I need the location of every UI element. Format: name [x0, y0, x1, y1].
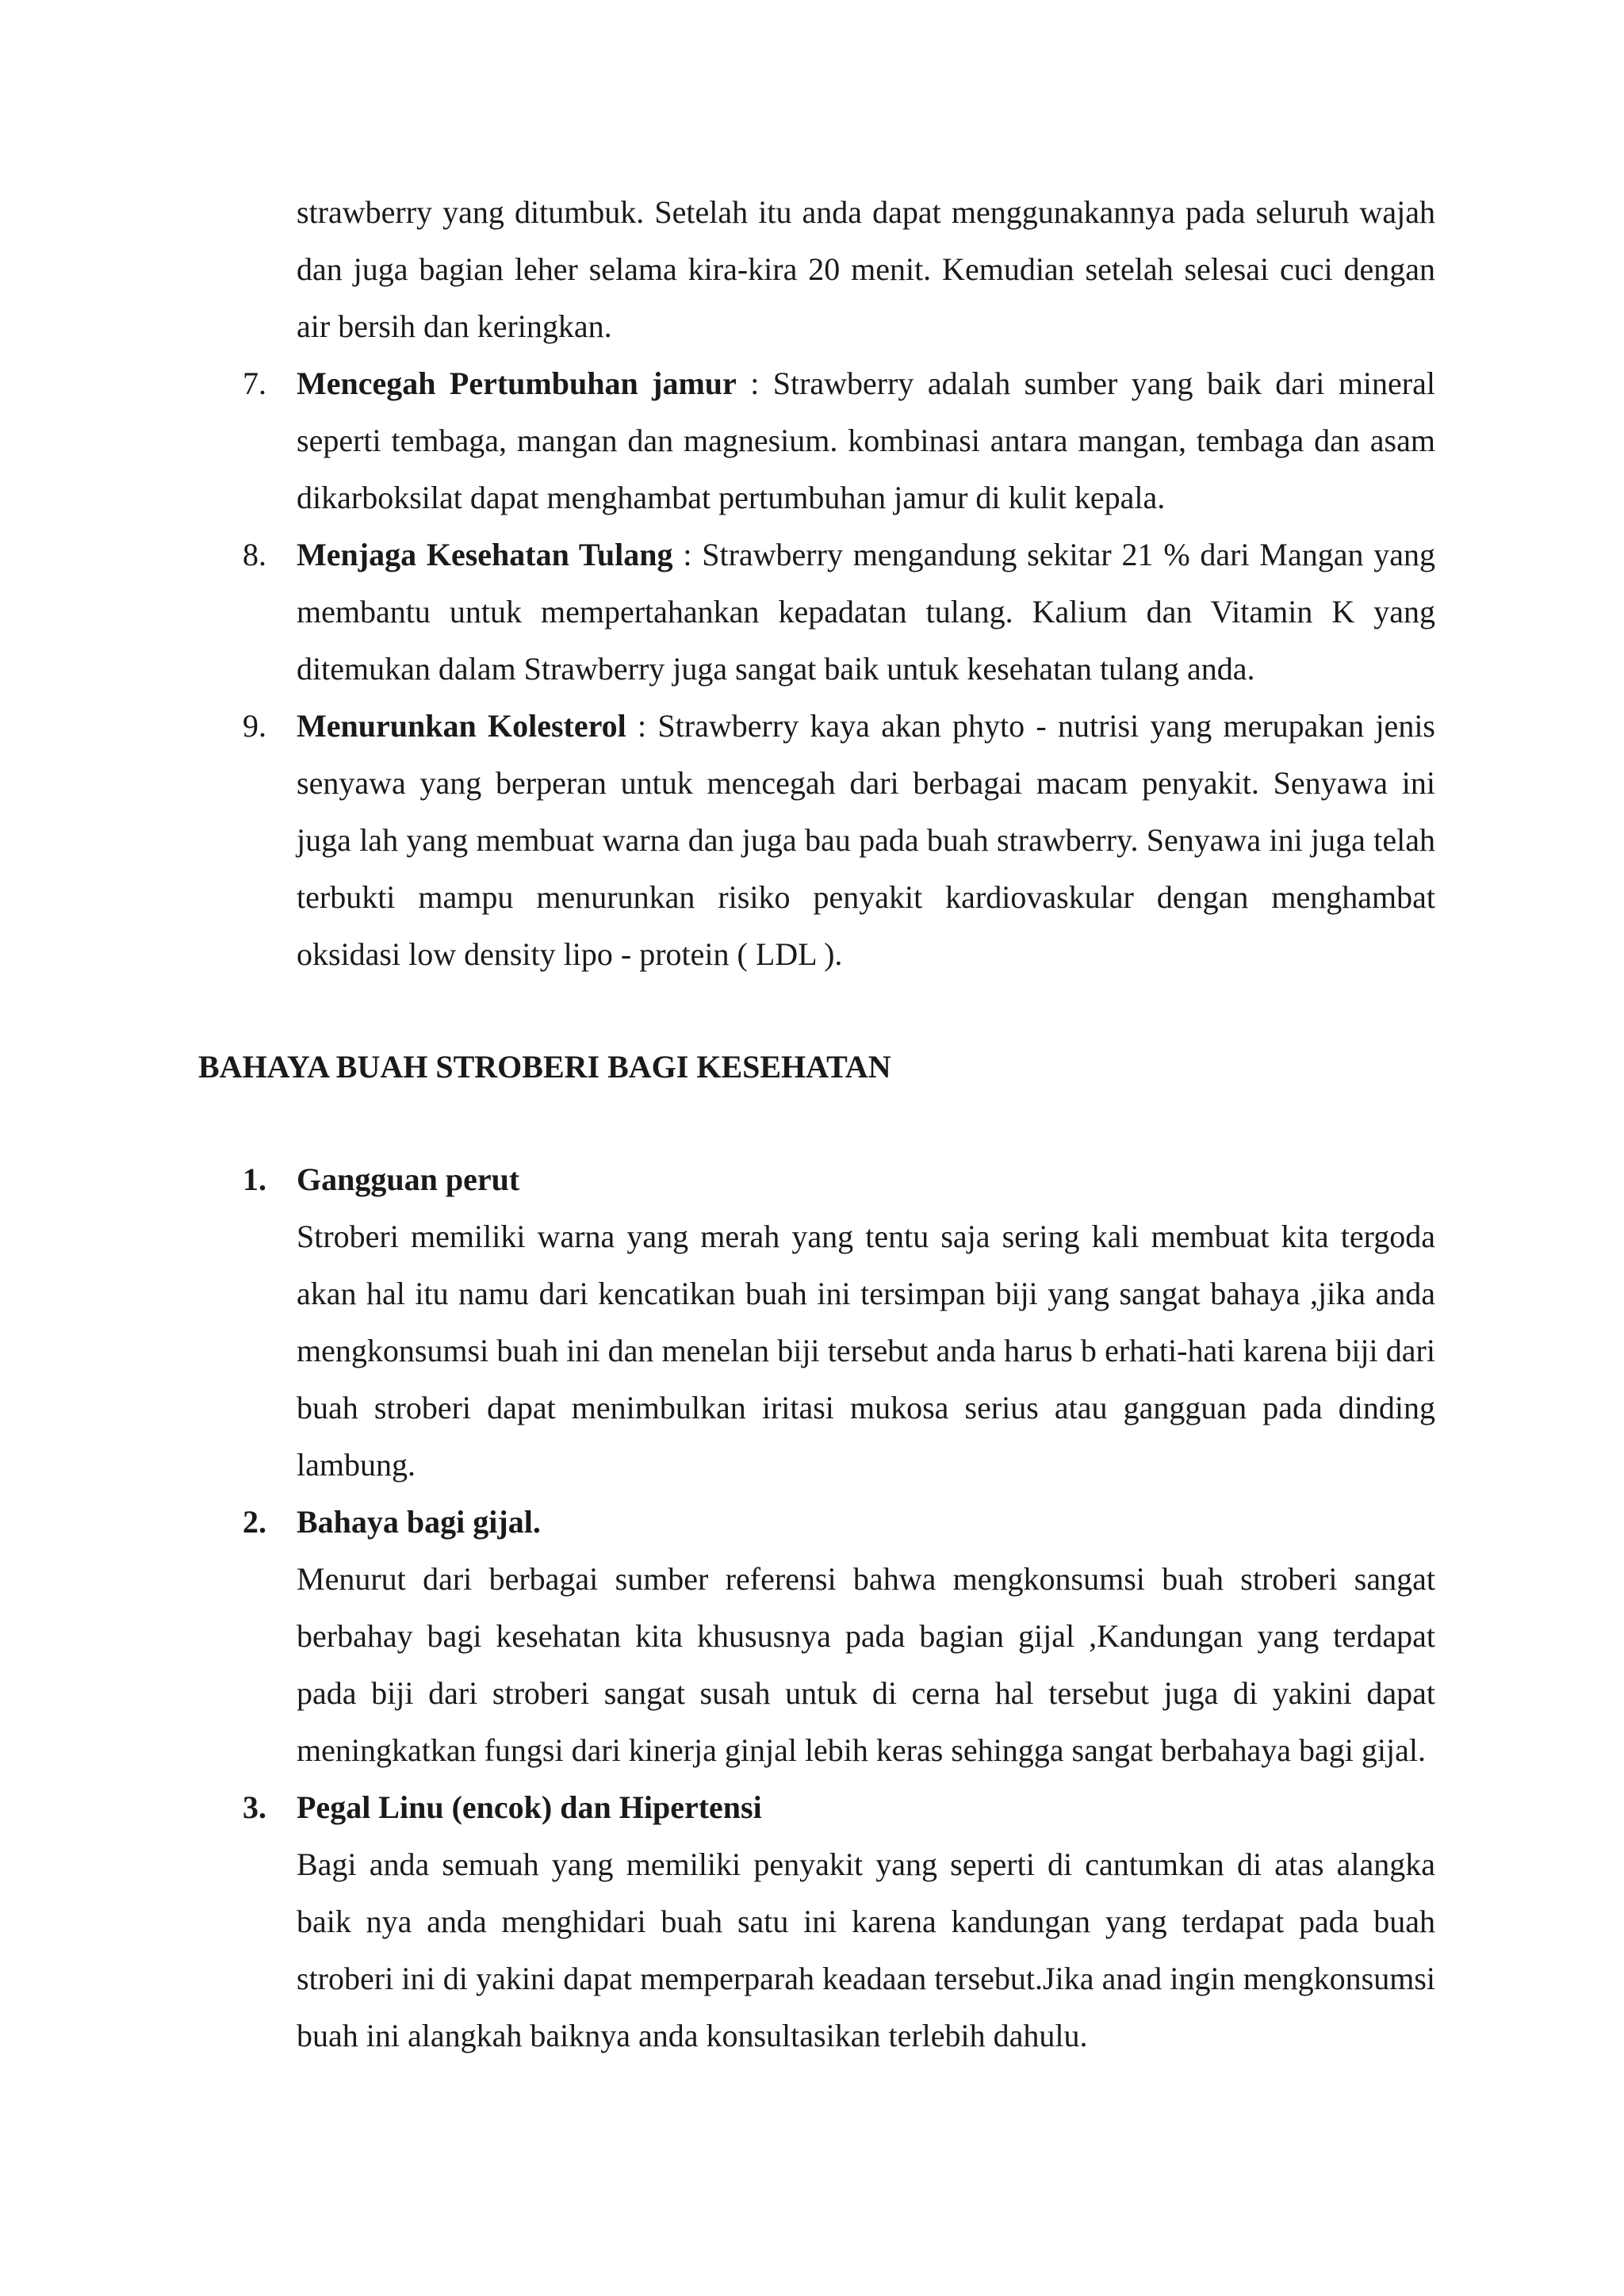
list-item	[198, 1494, 1435, 1779]
list-item	[198, 1779, 1435, 2064]
item-title: Bahaya bagi gijal.	[297, 1504, 541, 1540]
item-number: 3.	[243, 1789, 266, 1825]
item-paragraph: Bagi anda semuah yang memiliki penyakit yang seperti di cantumkan di atas alangka baik nya anda menghidari buah satu ini karena kandungan yang terdapat pada buah stroberi ini di yakini dapat memperparah keadaan tersebut.Jika anad ingin mengkonsumsi buah ini alangkah baiknya anda konsultasikan terlebih dahulu.	[297, 1846, 1435, 2053]
benefits-list	[198, 355, 1435, 983]
item-text: : Strawberry kaya akan phyto - nutrisi yang merupakan jenis senyawa yang berperan untuk mencegah dari berbagai macam penyakit. Senyawa ini juga lah yang membuat warna dan juga bau pada buah strawberry. Senyawa ini juga telah terbukti mampu menurunkan risiko penyakit kardiovaskular dengan menghambat oksidasi low density lipo - protein ( LDL ).	[297, 708, 1435, 972]
item-paragraph	[297, 355, 1435, 526]
spacer	[198, 1096, 1435, 1151]
item-number: 1.	[243, 1161, 266, 1197]
item-number: 2.	[243, 1504, 266, 1540]
dangers-list	[198, 1151, 1435, 2064]
list-item	[198, 355, 1435, 526]
section-heading: BAHAYA BUAH STROBERI BAGI KESEHATAN	[198, 1049, 891, 1085]
continuation-paragraph: strawberry yang ditumbuk. Setelah itu anda dapat menggunakannya pada seluruh wajah dan juga bagian leher selama kira-kira 20 menit. Kemudian setelah selesai cuci dengan air bersih dan keringkan.	[297, 194, 1435, 344]
item-number: 8.	[243, 537, 266, 572]
item-text: : Strawberry mengandung sekitar 21 % dari Mangan yang membantu untuk mempertahankan kepadatan tulang. Kalium dan Vitamin K yang ditemukan dalam Strawberry juga sangat baik untuk kesehatan tulang anda.	[297, 537, 1436, 687]
item-title: Gangguan perut	[297, 1161, 520, 1197]
spacer	[198, 983, 1435, 1039]
item-number: 7.	[243, 365, 266, 401]
list-item	[198, 1151, 1435, 1494]
item-paragraph: Stroberi memiliki warna yang merah yang tentu saja sering kali membuat kita tergoda akan hal itu namu dari kencatikan buah ini tersimpan biji yang sangat bahaya ,jika anda mengkonsumsi buah ini dan menelan biji tersebut anda harus b erhati-hati karena biji dari buah stroberi dapat menimbulkan iritasi mukosa serius atau gangguan pada dinding lambung.	[297, 1219, 1435, 1483]
item-term: Menjaga Kesehatan Tulang	[297, 537, 673, 572]
item-paragraph: Menurut dari berbagai sumber referensi bahwa mengkonsumsi buah stroberi sangat berbahay bagi kesehatan kita khususnya pada bagian gijal ,Kandungan yang terdapat pada biji dari stroberi sangat susah untuk di cerna hal tersebut juga di yakini dapat meningkatkan fungsi dari kinerja ginjal lebih keras sehingga sangat berbahaya bagi gijal.	[297, 1561, 1435, 1768]
item-paragraph	[297, 698, 1435, 983]
list-item	[198, 526, 1435, 698]
list-item	[198, 698, 1435, 983]
item-term: Mencegah Pertumbuhan jamur	[297, 365, 737, 401]
item-number: 9.	[243, 708, 266, 744]
item-title: Pegal Linu (encok) dan Hipertensi	[297, 1789, 762, 1825]
item-paragraph	[297, 526, 1435, 698]
item-term: Menurunkan Kolesterol	[297, 708, 626, 744]
page-content	[198, 184, 1435, 2064]
item-text: : Strawberry adalah sumber yang baik dari mineral seperti tembaga, mangan dan magnesium. kombinasi antara mangan, tembaga dan asam dikarboksilat dapat menghambat pertumbuhan jamur di kulit kepala.	[297, 365, 1435, 515]
